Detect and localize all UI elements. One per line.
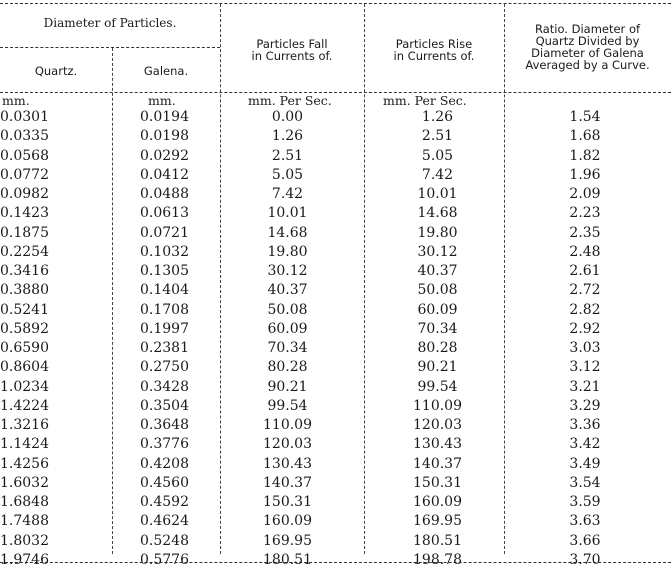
cell-ratio: 3.59 [569, 494, 601, 510]
cell-galena: 0.4592 [140, 494, 189, 510]
cell-fall: 70.34 [267, 340, 308, 356]
table-row [0, 358, 671, 377]
table-row [0, 339, 671, 358]
cell-galena: 0.4560 [140, 474, 189, 491]
cell-rise: 150.31 [413, 474, 462, 491]
cell-quartz: 0.5892 [0, 320, 49, 337]
cell-quartz: 0.0335 [0, 128, 49, 145]
cell-fall: 40.37 [267, 282, 308, 299]
cell-quartz: 1.9746 [0, 551, 49, 568]
cell-fall: 169.95 [263, 532, 312, 549]
cell-fall: 160.09 [263, 513, 312, 530]
cell-fall: 90.21 [267, 378, 308, 395]
cell-rise: 120.03 [413, 417, 462, 433]
cell-galena: 0.4208 [140, 455, 189, 472]
header-particles-rise [364, 38, 504, 62]
cell-ratio: 3.29 [569, 397, 601, 414]
cell-fall: 130.43 [263, 455, 312, 472]
unit-fall: mm. Per Sec. [248, 93, 332, 108]
cell-fall: 180.51 [263, 551, 312, 568]
cell-fall: 30.12 [267, 263, 308, 279]
cell-quartz: 1.4256 [0, 455, 49, 472]
cell-fall: 150.31 [263, 494, 312, 510]
cell-galena: 0.1708 [140, 301, 189, 318]
cell-quartz: 0.1875 [0, 224, 49, 241]
cell-fall: 99.54 [267, 397, 308, 414]
cell-fall: 60.09 [267, 320, 308, 337]
cell-ratio: 3.66 [569, 532, 601, 549]
table-row [0, 435, 671, 454]
table-row [0, 127, 671, 146]
header-particles-fall-line2: in Currents of. [251, 49, 333, 63]
cell-rise: 2.51 [421, 128, 454, 145]
table-row [0, 262, 671, 281]
cell-quartz: 0.8604 [0, 359, 49, 376]
cell-fall: 0.00 [271, 109, 304, 125]
cell-quartz: 1.6848 [0, 494, 49, 510]
cell-rise: 140.37 [413, 455, 462, 472]
cell-ratio: 2.23 [569, 205, 601, 222]
cell-galena: 0.0613 [140, 205, 189, 222]
cell-rise: 60.09 [417, 301, 458, 318]
cell-quartz: 0.0982 [0, 186, 49, 202]
cell-rise: 50.08 [417, 282, 458, 299]
cell-galena: 0.0292 [140, 147, 189, 164]
table-row [0, 416, 671, 435]
cell-fall: 19.80 [267, 243, 308, 260]
cell-rise: 70.34 [417, 320, 458, 337]
cell-ratio: 1.54 [569, 109, 601, 125]
cell-rise: 1.26 [421, 109, 454, 125]
cell-quartz: 1.3216 [0, 417, 49, 433]
cell-fall: 7.42 [271, 186, 304, 202]
table-row [0, 551, 671, 570]
cell-rise: 130.43 [413, 436, 462, 453]
cell-quartz: 0.0301 [0, 109, 49, 125]
cell-rise: 10.01 [417, 186, 458, 202]
header-particles-fall [220, 38, 364, 62]
header-ratio-line1: Ratio. Diameter of [534, 22, 641, 36]
cell-quartz: 0.6590 [0, 340, 49, 356]
cell-rise: 19.80 [417, 224, 458, 241]
cell-quartz: 1.6032 [0, 474, 49, 491]
cell-quartz: 1.4224 [0, 397, 49, 414]
cell-galena: 0.5248 [140, 532, 189, 549]
cell-ratio: 3.42 [569, 436, 601, 453]
header-ratio-line2: Quartz Divided by [535, 34, 640, 48]
cell-galena: 0.1032 [140, 243, 189, 260]
cell-quartz: 0.5241 [0, 301, 49, 318]
cell-quartz: 1.1424 [0, 436, 49, 453]
cell-galena: 0.3428 [140, 378, 189, 395]
table-row [0, 185, 671, 204]
cell-ratio: 3.49 [569, 455, 601, 472]
cell-galena: 0.0412 [140, 166, 189, 183]
unit-quartz: mm. [2, 93, 30, 108]
top-rule [0, 3, 671, 4]
cell-ratio: 3.70 [569, 551, 601, 568]
cell-rise: 80.28 [417, 340, 458, 356]
cell-fall: 1.26 [271, 128, 304, 145]
cell-rise: 169.95 [413, 513, 462, 530]
cell-quartz: 0.3416 [0, 263, 49, 279]
cell-fall: 110.09 [263, 417, 312, 433]
cell-fall: 120.03 [263, 436, 312, 453]
cell-ratio: 3.03 [569, 340, 601, 356]
table-row [0, 281, 671, 300]
cell-galena: 0.0721 [140, 224, 189, 241]
cell-galena: 0.3776 [140, 436, 189, 453]
cell-fall: 140.37 [263, 474, 312, 491]
cell-fall: 5.05 [271, 166, 304, 183]
cell-quartz: 1.0234 [0, 378, 49, 395]
cell-quartz: 0.3880 [0, 282, 49, 299]
cell-fall: 10.01 [267, 205, 308, 222]
cell-rise: 198.78 [413, 551, 462, 568]
table-row [0, 301, 671, 320]
cell-rise: 99.54 [417, 378, 458, 395]
cell-ratio: 2.48 [569, 243, 601, 260]
table-row [0, 474, 671, 493]
table-row [0, 224, 671, 243]
table-row [0, 243, 671, 262]
cell-rise: 30.12 [417, 243, 458, 260]
cell-galena: 0.5776 [140, 551, 189, 568]
cell-galena: 0.0488 [140, 186, 189, 202]
cell-quartz: 0.1423 [0, 205, 49, 222]
cell-ratio: 3.21 [569, 378, 601, 395]
cell-fall: 14.68 [267, 224, 308, 241]
cell-ratio: 2.82 [569, 301, 601, 318]
cell-rise: 90.21 [417, 359, 458, 376]
cell-rise: 7.42 [421, 166, 454, 183]
cell-galena: 0.1997 [140, 320, 189, 337]
table-row [0, 378, 671, 397]
cell-galena: 0.2750 [140, 359, 189, 376]
cell-fall: 80.28 [267, 359, 308, 376]
cell-galena: 0.3648 [140, 417, 189, 433]
cell-quartz: 1.7488 [0, 513, 49, 530]
cell-quartz: 0.0772 [0, 166, 49, 183]
cell-quartz: 0.0568 [0, 147, 49, 164]
unit-rise: mm. Per Sec. [383, 93, 467, 108]
header-particles-fall-line1: Particles Fall [256, 37, 328, 51]
cell-ratio: 3.54 [569, 474, 601, 491]
header-particles-rise-line1: Particles Rise [395, 37, 473, 51]
data-rows [0, 108, 671, 570]
cell-galena: 0.1305 [140, 263, 189, 279]
header-particles-rise-line2: in Currents of. [393, 49, 475, 63]
table-row [0, 512, 671, 531]
header-rule [0, 92, 671, 93]
unit-galena: mm. [148, 93, 176, 108]
cell-rise: 180.51 [413, 532, 462, 549]
cell-quartz: 0.2254 [0, 243, 49, 260]
table-row [0, 532, 671, 551]
cell-ratio: 3.63 [569, 513, 601, 530]
table-row [0, 320, 671, 339]
cell-galena: 0.3504 [140, 397, 189, 414]
cell-fall: 2.51 [271, 147, 304, 164]
cell-rise: 110.09 [413, 397, 462, 414]
cell-rise: 40.37 [417, 263, 458, 279]
cell-ratio: 2.35 [569, 224, 601, 241]
table-row [0, 493, 671, 512]
cell-ratio: 3.12 [569, 359, 601, 376]
cell-galena: 0.0194 [140, 109, 189, 125]
header-ratio [504, 23, 671, 71]
cell-ratio: 2.92 [569, 320, 601, 337]
cell-ratio: 2.61 [569, 263, 601, 279]
header-galena: Galena. [143, 64, 189, 78]
cell-galena: 0.0198 [140, 128, 189, 145]
group-rule [0, 47, 220, 48]
cell-galena: 0.2381 [140, 340, 189, 356]
units-row [0, 94, 671, 108]
header-diameter-of-particles: Diameter of Particles. [43, 16, 177, 30]
table-row [0, 147, 671, 166]
cell-ratio: 3.36 [569, 417, 601, 433]
cell-fall: 50.08 [267, 301, 308, 318]
cell-rise: 160.09 [413, 494, 462, 510]
cell-quartz: 1.8032 [0, 532, 49, 549]
header-ratio-line4: Averaged by a Curve. [525, 58, 650, 72]
cell-ratio: 2.09 [569, 186, 601, 202]
cell-galena: 0.1404 [140, 282, 189, 299]
cell-rise: 5.05 [421, 147, 454, 164]
table-row [0, 455, 671, 474]
header-quartz: Quartz. [34, 64, 78, 78]
header-ratio-line3: Diameter of Galena [531, 46, 644, 60]
cell-ratio: 1.96 [569, 166, 601, 183]
table-row [0, 397, 671, 416]
cell-ratio: 1.82 [569, 147, 601, 164]
table-row [0, 204, 671, 223]
table-row [0, 108, 671, 127]
cell-galena: 0.4624 [140, 513, 189, 530]
table-row [0, 166, 671, 185]
cell-ratio: 2.72 [569, 282, 601, 299]
cell-ratio: 1.68 [569, 128, 601, 145]
cell-rise: 14.68 [417, 205, 458, 222]
